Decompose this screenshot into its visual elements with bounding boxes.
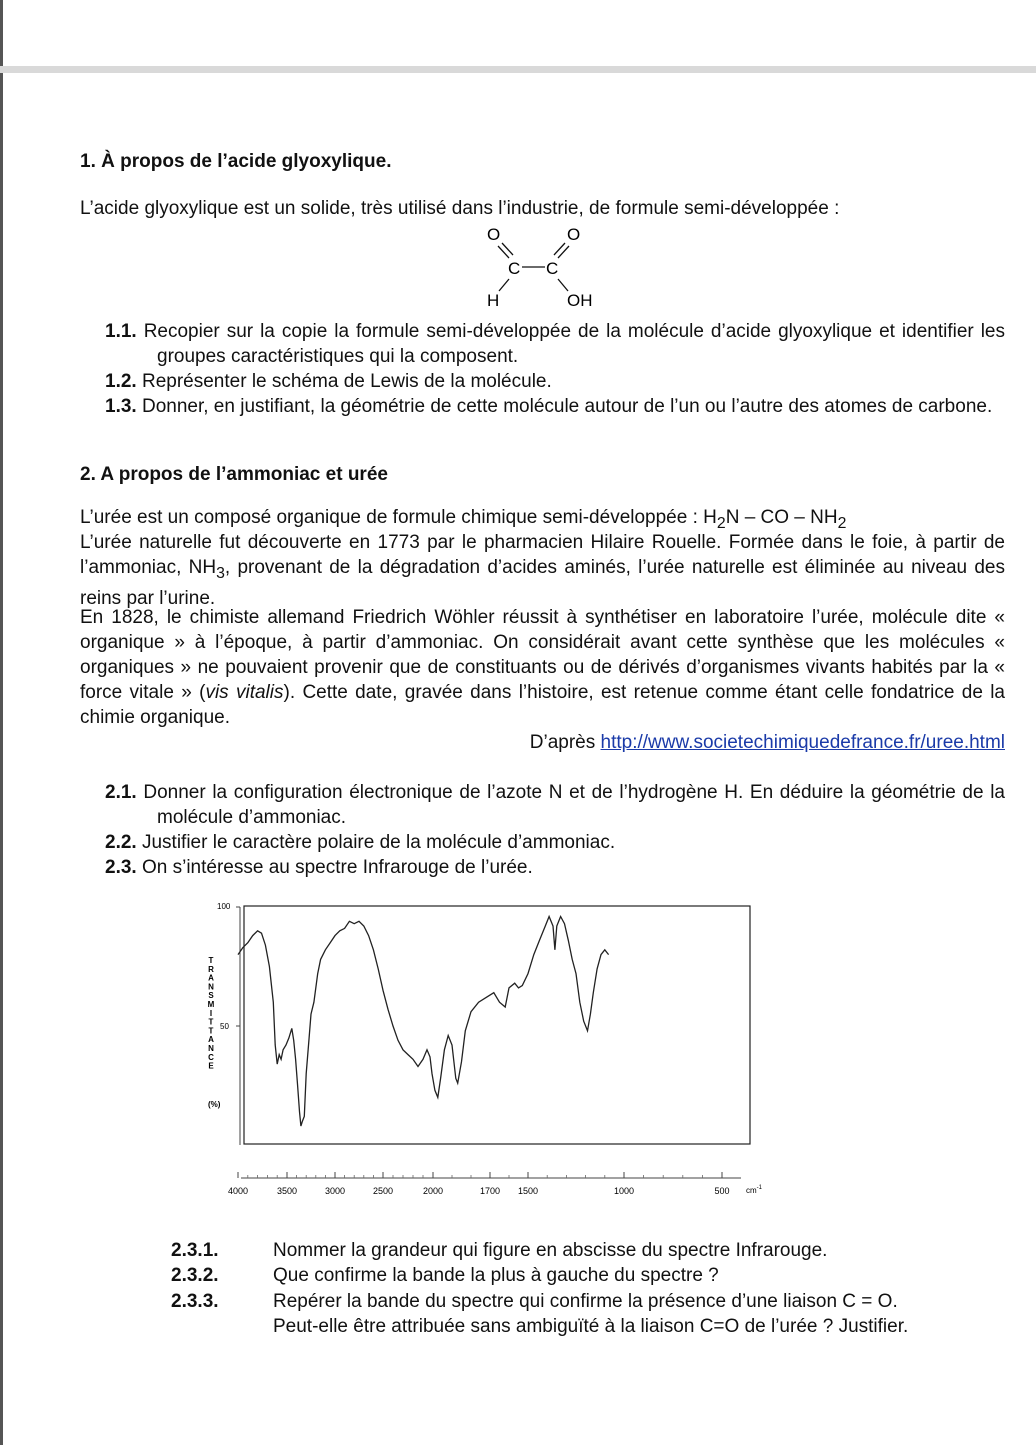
question-1-3: [105, 394, 1005, 419]
question-1-3-num: 1.3.: [105, 396, 137, 417]
x-ticks: [228, 1172, 730, 1196]
y-label-letter: S: [208, 991, 214, 1001]
x-tick-label-2500: 2500: [372, 1186, 394, 1196]
x-tick-label-3000: 3000: [324, 1186, 346, 1196]
y-label-letter: T: [208, 1017, 214, 1027]
y-label-letter: I: [209, 1008, 213, 1018]
urea-paragraph-1-a: L’urée naturelle fut découverte en 1773 par le pharmacien Hilaire Rouelle. Formée dans le foie, à partir de l’ammoniac, NH: [80, 532, 1005, 578]
x-tick-label-500: 500: [714, 1186, 730, 1196]
x-tick-label-2000: 2000: [422, 1186, 444, 1196]
subquestion-2-3-1-num: 2.3.1.: [171, 1240, 219, 1261]
section2-title: 2. A propos de l’ammoniac et urée: [80, 464, 388, 485]
y-label-letter: C: [208, 1052, 214, 1062]
glyoxylic-acid-structure: [470, 222, 610, 314]
question-2-3-text: On s’intéresse au spectre Infrarouge de l’urée.: [141, 857, 533, 878]
molecule-c-right: C: [546, 259, 559, 278]
urea-paragraph-1-b: , provenant de la dégradation d’acides aminés, l’urée naturelle est éliminée au niveau des reins par l’urine.: [80, 557, 1005, 609]
question-2-2-num: 2.2.: [105, 832, 137, 853]
urea-formula-sub-1: 2: [716, 514, 726, 532]
subquestion-2-3-2-text: Que confirme la bande la plus à gauche du spectre ?: [273, 1265, 719, 1286]
x-tick-label-1700: 1700: [479, 1186, 501, 1196]
y-label-letter: N: [208, 1044, 214, 1053]
x-tick-label-3500: 3500: [276, 1186, 298, 1196]
molecule-o-left: O: [487, 225, 501, 244]
question-1-1-num: 1.1.: [105, 321, 137, 342]
ir-spectrum-chart: [195, 895, 775, 1205]
question-2-2: [105, 830, 1005, 855]
subquestion-2-3-2-num: 2.3.2.: [171, 1265, 219, 1286]
question-2-1: [105, 780, 1005, 830]
question-1-1: [105, 319, 1005, 369]
x-axis-unit: [746, 1185, 763, 1195]
subquestion-2-3-3-num: 2.3.3.: [171, 1291, 219, 1312]
source-line: [80, 730, 1005, 755]
section1-title: 1. À propos de l’acide glyoxylique.: [80, 151, 392, 172]
y-label-letter: A: [208, 973, 214, 983]
question-1-2: [105, 369, 1005, 394]
y-tick-label-50: 50: [220, 1022, 229, 1031]
x-unit-base: cm: [746, 1186, 757, 1195]
question-2-1-text: Donner la configuration électronique de l’azote N et de l’hydrogène H. En déduire la géométrie de la molécule d’ammoniac.: [143, 782, 1005, 828]
y-label-letter: N: [208, 982, 214, 992]
question-2-3: [105, 855, 1005, 880]
y-label-letter: T: [208, 1026, 214, 1036]
subquestion-2-3-3: [171, 1289, 1011, 1339]
urea-paragraph-2-a: En 1828, le chimiste allemand Friedrich Wöhler réussit à synthétiser en laboratoire l’urée, molécule dite « organique » à l’époque, à partir d’ammoniac. On considérait avant cette synthèse que les molécules « organiques » ne pouvaient provenir que de constituants ou de dérivés d’organismes vivants habités par la « force vitale » (: [80, 607, 1005, 703]
question-2-3-num: 2.3.: [105, 857, 137, 878]
x-tick-label-1500: 1500: [517, 1186, 539, 1196]
subquestion-2-3-2: [171, 1263, 1011, 1288]
y-label-letter: E: [208, 1061, 214, 1071]
subquestion-2-3-1-text: Nommer la grandeur qui figure en abscisse du spectre Infrarouge.: [273, 1240, 828, 1261]
molecule-c-left: C: [508, 259, 521, 278]
y-label-letter: A: [208, 1035, 214, 1045]
urea-paragraph-1: [80, 530, 1005, 611]
question-2-2-text: Justifier le caractère polaire de la molécule d’ammoniac.: [141, 832, 616, 853]
y-label-letter: T: [208, 956, 214, 965]
top-separator: [0, 66, 1036, 73]
subquestion-2-3-1: [171, 1238, 1011, 1263]
question-2-1-num: 2.1.: [105, 782, 137, 803]
y-axis-unit: (%): [208, 1100, 221, 1109]
subquestion-2-3-3-text-2: Peut-elle être attribuée sans ambiguïté à la liaison C=O de l’urée ? Justifier.: [273, 1316, 909, 1337]
subquestion-2-3-3-text-1: Repérer la bande du spectre qui confirme la présence d’une liaison C = O.: [273, 1291, 898, 1312]
molecule-h: H: [487, 291, 500, 310]
question-1-3-text: Donner, en justifiant, la géométrie de cette molécule autour de l’un ou l’autre des atomes de carbone.: [141, 396, 993, 417]
nh3-sub: 3: [216, 564, 225, 582]
urea-paragraph-2-b: ). Cette date, gravée dans l’histoire, est retenue comme étant celle fondatrice de la chimie organique.: [80, 682, 1005, 728]
x-unit-exp: -1: [756, 1185, 763, 1191]
urea-formula-sub-2: 2: [837, 514, 847, 532]
question-1-1-text: Recopier sur la copie la formule semi-développée de la molécule d’acide glyoxylique et identifier les groupes caractéristiques qui la composent.: [143, 321, 1005, 367]
urea-paragraph-2: [80, 605, 1005, 730]
molecule-o-right: O: [567, 225, 581, 244]
plot-frame: [244, 906, 750, 1144]
urea-formula-prefix: L’urée est un composé organique de formule chimique semi-développée : H: [80, 507, 717, 528]
x-tick-label-1000: 1000: [613, 1186, 635, 1196]
y-tick-label-100: 100: [217, 902, 231, 911]
urea-formula-mid: N – CO – NH: [725, 507, 838, 528]
y-ticks: [217, 902, 240, 1031]
y-label-letter: R: [208, 964, 214, 974]
question-1-2-text: Représenter le schéma de Lewis de la molécule.: [141, 371, 552, 392]
source-prefix: D’après: [529, 732, 601, 753]
x-tick-label-4000: 4000: [227, 1186, 249, 1196]
y-label-letter: M: [207, 1000, 215, 1009]
question-1-2-num: 1.2.: [105, 371, 137, 392]
left-border: [0, 0, 3, 1445]
source-link[interactable]: http://www.societechimiquedefrance.fr/uree.html: [600, 732, 1005, 753]
section1-intro: L’acide glyoxylique est un solide, très utilisé dans l’industrie, de formule semi-développée :: [80, 198, 840, 219]
y-axis-label: [208, 956, 215, 1071]
series-line-uree: [238, 917, 609, 1127]
vis-vitalis: vis vitalis: [205, 682, 284, 703]
molecule-oh: OH: [567, 291, 593, 310]
